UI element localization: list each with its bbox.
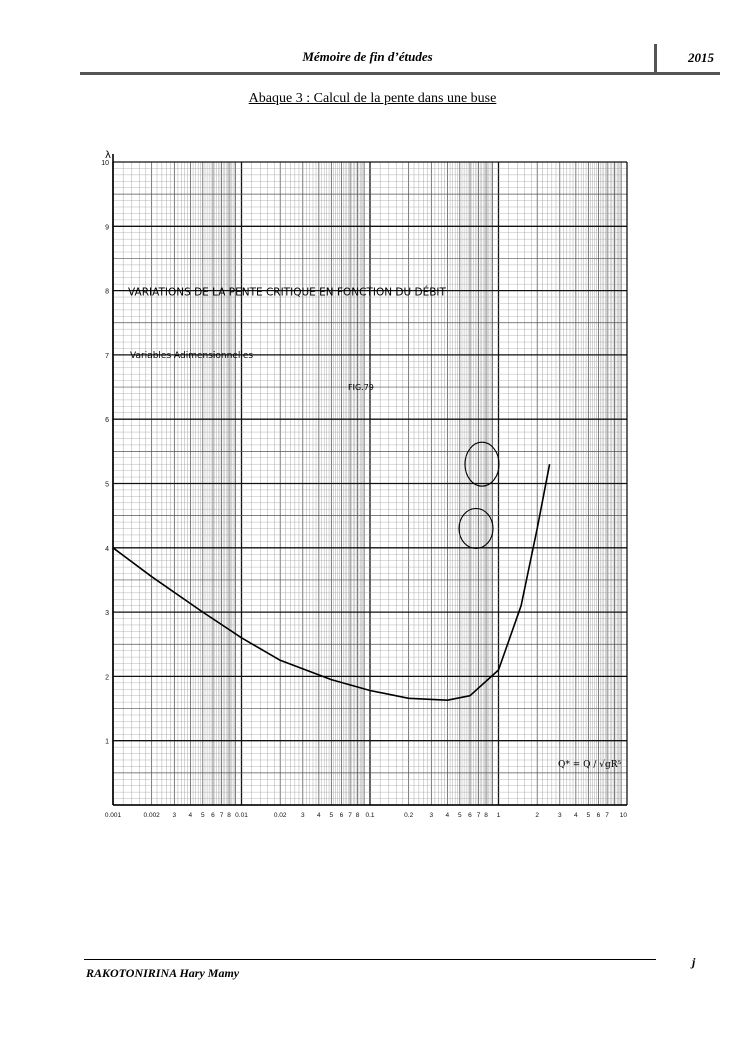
chart-svg — [100, 150, 660, 830]
x-tick-label: 3 — [300, 812, 305, 819]
x-tick-label: 4 — [574, 812, 578, 819]
x-tick-label: 0.2 — [404, 812, 414, 819]
chart-grid — [113, 162, 627, 805]
y-tick-label: 8 — [105, 288, 109, 296]
y-tick-label: 6 — [105, 417, 109, 425]
x-tick-label: 0.01 — [235, 812, 248, 819]
footer-rule — [84, 959, 656, 960]
x-tick-label: 0.002 — [143, 812, 160, 819]
abaque-chart — [100, 150, 660, 830]
x-tick-label: 8 — [484, 812, 488, 819]
x-tick-label: 1 — [496, 812, 501, 819]
page-header — [80, 44, 720, 76]
chart-decorations — [459, 442, 499, 548]
x-tick-label: 4 — [188, 812, 193, 819]
x-tick-label: 2 — [535, 812, 539, 819]
y-tick-label: 7 — [105, 352, 109, 360]
document-title: Mémoire de fin d’études — [302, 49, 433, 64]
x-tick-label: 7 — [476, 812, 481, 819]
y-tick-label: 2 — [105, 674, 109, 682]
y-tick-label: 9 — [105, 224, 109, 232]
x-tick-label: 8 — [355, 812, 360, 819]
x-tick-label: 3 — [172, 812, 177, 819]
x-tick-label: 0.02 — [273, 812, 287, 819]
x-tick-label: 8 — [227, 812, 231, 819]
y-tick-label: 10 — [101, 160, 109, 167]
x-tick-label: 6 — [468, 812, 472, 819]
x-tick-label: 5 — [329, 812, 334, 819]
x-tick-label: 0.001 — [104, 812, 122, 819]
header-rule — [80, 72, 720, 75]
y-tick-label: 5 — [105, 481, 109, 489]
x-tick-label: 10 — [619, 812, 627, 819]
x-axis-label: Q* = Q / √gR⁵ — [558, 760, 622, 771]
x-tick-label: 0.1 — [365, 812, 375, 819]
y-axis-label: λ — [105, 150, 111, 161]
y-tick-label: 4 — [105, 545, 109, 553]
x-tick-label: 3 — [429, 812, 434, 819]
x-tick-label: 7 — [219, 812, 224, 819]
y-tick-label: 3 — [105, 610, 109, 618]
x-tick-label: 6 — [211, 812, 215, 819]
x-tick-label: 4 — [317, 812, 321, 819]
x-tick-label: 5 — [458, 812, 462, 819]
x-tick-label: 7 — [605, 812, 609, 819]
y-tick-label: 1 — [105, 738, 109, 746]
x-tick-label: 6 — [339, 812, 344, 819]
x-tick-label: 5 — [586, 812, 591, 819]
x-tick-label: 6 — [596, 812, 601, 819]
chart-text — [105, 150, 622, 770]
x-tick-label: 5 — [201, 812, 205, 819]
figure-annotation: FIG.79 — [348, 383, 374, 393]
figure-caption: Abaque 3 : Calcul de la pente dans une buse — [248, 91, 497, 106]
x-tick-label: 3 — [557, 812, 562, 819]
footer-author: RAKOTONIRINA Hary Mamy — [86, 966, 240, 980]
x-tick-label: 4 — [445, 812, 450, 819]
chart-title: VARIATIONS DE LA PENTE CRITIQUE EN FONCTION DU DÉBIT — [128, 286, 446, 299]
header-divider — [654, 44, 657, 74]
document-year: 2015 — [688, 50, 714, 65]
chart-subtitle: Variables Adimensionnelles — [130, 350, 254, 361]
footer-page-number: j — [692, 955, 696, 969]
x-tick-label: 7 — [348, 812, 352, 819]
